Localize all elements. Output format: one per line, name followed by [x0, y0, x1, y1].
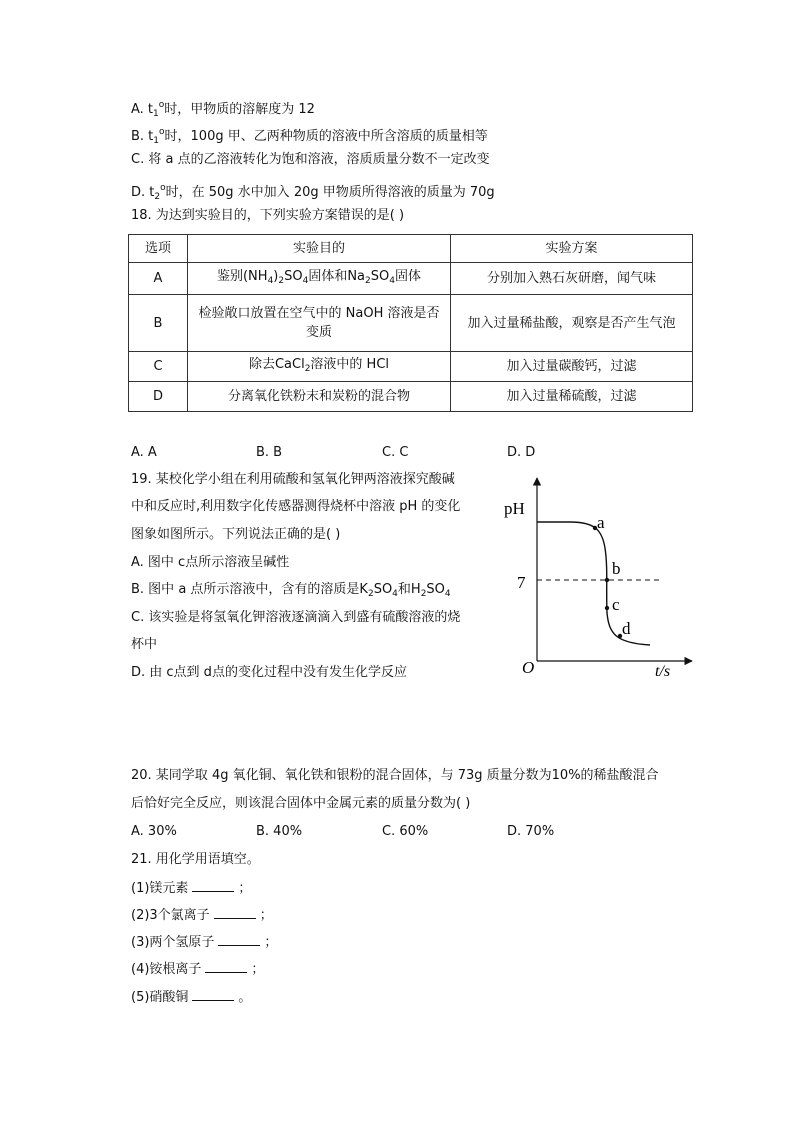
- answer-blank[interactable]: [192, 988, 234, 1001]
- point-b-label: b: [612, 559, 621, 578]
- answer-blank[interactable]: [218, 933, 260, 946]
- q18-answer-c: C. C: [382, 445, 409, 460]
- row-purpose: 分离氧化铁粉末和炭粉的混合物: [188, 382, 451, 412]
- point-c-label: c: [612, 595, 620, 614]
- y-axis-label: pH: [504, 499, 525, 518]
- q21-item: (5)硝酸铜 。: [131, 990, 252, 1005]
- q20-stem-line2: 后恰好完全反应，则该混合固体中金属元素的质量分数为( ): [131, 796, 471, 811]
- q21-item: (4)铵根离子 ；: [131, 962, 265, 977]
- q17-option-c: C. 将 a 点的乙溶液转化为饱和溶液，溶质质量分数不一定改变: [131, 152, 490, 167]
- table-row: [129, 263, 693, 295]
- point-c-marker: [605, 606, 609, 610]
- point-a-label: a: [597, 513, 605, 532]
- ph7-label: 7: [517, 573, 526, 592]
- row-option: A: [129, 263, 188, 295]
- q20-answer-d: D. 70%: [507, 824, 555, 839]
- q17-option-a: A. $t_1^o$时，甲物质的溶解度为 12: [131, 100, 315, 119]
- q20-answer-a: A. 30%: [131, 824, 177, 839]
- row-purpose: 除去CaCl$_2$溶液中的 HCl: [188, 352, 451, 382]
- q19-stem-line3: 图象如图所示。下列说法正确的是( ): [131, 527, 341, 542]
- answer-blank[interactable]: [214, 906, 256, 919]
- table-row: [129, 295, 693, 352]
- row-purpose: 检验敞口放置在空气中的 NaOH 溶液是否 变质: [188, 295, 451, 352]
- q18-stem: 18. 为达到实验目的，下列实验方案错误的是( ): [131, 208, 405, 223]
- point-b-marker: [605, 578, 609, 582]
- q21-item: (3)两个氢原子 ；: [131, 935, 278, 950]
- answer-blank[interactable]: [192, 879, 234, 892]
- q20-answer-c: C. 60%: [382, 824, 429, 839]
- row-purpose: 鉴别$(NH_4)_2SO_4$固体和$Na_2SO_4$固体: [188, 263, 451, 295]
- origin-label: O: [522, 658, 535, 677]
- table-header-row: [129, 235, 693, 263]
- row-option: B: [129, 295, 188, 352]
- q18-answer-b: B. B: [256, 445, 283, 460]
- q19-option-c-line1: C. 该实验是将氢氧化钾溶液逐滴滴入到盛有硫酸溶液的烧: [131, 610, 461, 625]
- row-plan: 分别加入熟石灰研磨，闻气味: [451, 263, 693, 295]
- table-row: [129, 352, 693, 382]
- q19-option-c-line2: 杯中: [131, 637, 158, 652]
- q18-answer-d: D. D: [507, 445, 536, 460]
- q20-stem-line1: 20. 某同学取 4g 氧化铜、氧化铁和银粉的混合固体，与 73g 质量分数为10%的稀盐酸混合: [131, 768, 659, 783]
- table-row: [129, 382, 693, 412]
- header-plan: 实验方案: [451, 235, 693, 263]
- point-d-label: d: [622, 619, 631, 638]
- answer-blank[interactable]: [205, 960, 247, 973]
- ph-curve: [537, 522, 650, 645]
- row-plan: 加入过量碳酸钙，过滤: [451, 352, 693, 382]
- q18-answer-a: A. A: [131, 445, 157, 460]
- q20-answer-b: B. 40%: [256, 824, 303, 839]
- q21-item: (2)3个氯离子 ；: [131, 908, 273, 923]
- row-option: D: [129, 382, 188, 412]
- q17-option-b: B. $t_1^o$时，100g 甲、乙两种物质的溶液中所含溶质的质量相等: [131, 127, 488, 146]
- q19-option-d: D. 由 c点到 d点的变化过程中没有发生化学反应: [131, 665, 407, 680]
- ph-chart: [500, 468, 700, 683]
- header-option: 选项: [129, 235, 188, 263]
- q17-option-d: D. $t_2^o$时，在 50g 水中加入 20g 甲物质所得溶液的质量为 70g: [131, 183, 495, 202]
- header-purpose: 实验目的: [188, 235, 451, 263]
- row-plan: 加入过量稀硫酸，过滤: [451, 382, 693, 412]
- q19-option-b: B. 图中 a 点所示溶液中，含有的溶质是$K_2SO_4$和$H_2SO_4$: [131, 582, 451, 599]
- q18-table: [128, 234, 693, 412]
- q19-stem-line2: 中和反应时,利用数字化传感器测得烧杯中溶液 pH 的变化: [131, 499, 461, 514]
- row-option: C: [129, 352, 188, 382]
- q19-stem-line1: 19. 某校化学小组在利用硫酸和氢氧化钾两溶液探究酸碱: [131, 472, 455, 487]
- x-axis-label: t/s: [655, 663, 671, 680]
- q21-stem: 21. 用化学用语填空。: [131, 852, 260, 867]
- q21-item: (1)镁元素 ；: [131, 881, 252, 896]
- q19-option-a: A. 图中 c点所示溶液呈碱性: [131, 555, 290, 570]
- row-plan: 加入过量稀盐酸，观察是否产生气泡: [451, 295, 693, 352]
